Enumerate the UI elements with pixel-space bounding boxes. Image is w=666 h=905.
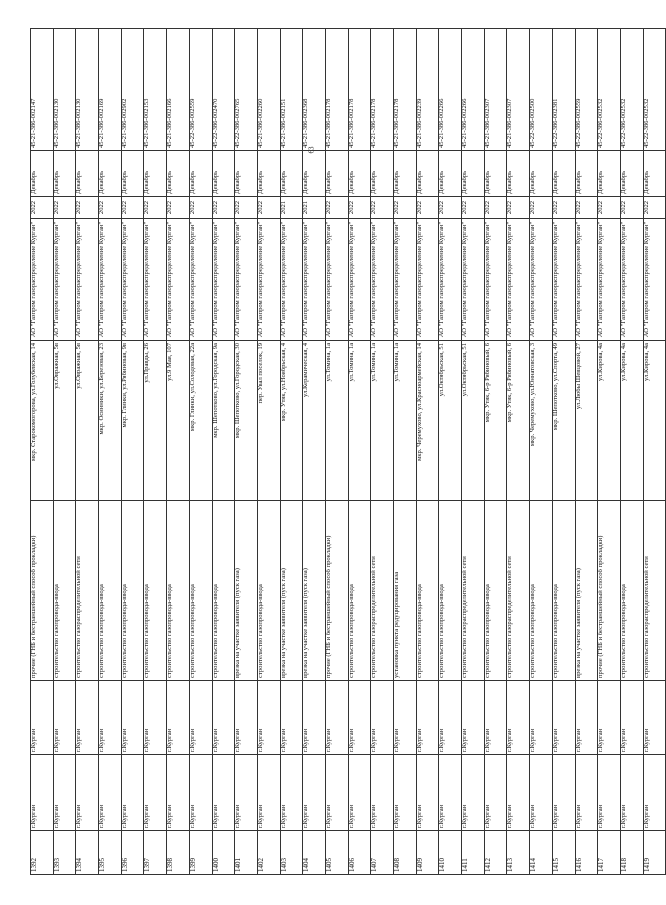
table-row xyxy=(552,29,575,875)
address-cell: мкр. Утяк, ул.Ноябрьская, 4 xyxy=(280,341,303,501)
table-row xyxy=(31,29,54,875)
owner-cell: АО "Газпром газораспределение Курган" xyxy=(257,219,280,341)
table-row xyxy=(303,29,326,875)
row-number-cell: 1392 xyxy=(31,831,54,875)
work-type-cell: врезка на участке заявителя (пуск газа) xyxy=(575,501,598,681)
table-row xyxy=(212,29,235,875)
locality-cell: г.Курган xyxy=(121,681,144,755)
table-row xyxy=(121,29,144,875)
request-code-cell: 45-21-386-002368 xyxy=(303,29,326,151)
request-code-cell: 45-21-386-002307 xyxy=(484,29,507,151)
month-cell: Декабрь xyxy=(121,151,144,197)
table-row xyxy=(235,29,258,875)
owner-cell: АО "Газпром газораспределение Курган" xyxy=(121,219,144,341)
request-code-cell: 45-22-386-002381 xyxy=(552,29,575,151)
locality-cell: г.Курган xyxy=(212,681,235,755)
row-number-cell: 1405 xyxy=(325,831,348,875)
table-row xyxy=(371,29,394,875)
address-cell: мкр. Шепотково, ул.Городская, 30 xyxy=(235,341,258,501)
locality-cell: г.Курган xyxy=(303,681,326,755)
owner-cell: АО "Газпром газораспределение Курган" xyxy=(212,219,235,341)
locality-cell: г.Курган xyxy=(643,681,666,755)
month-cell: Декабрь xyxy=(530,151,553,197)
work-type-cell: строительство газораспределительной сети xyxy=(462,501,485,681)
year-cell: 2021 xyxy=(303,197,326,219)
table-row xyxy=(99,29,122,875)
row-number-cell: 1404 xyxy=(303,831,326,875)
work-type-cell: строительство газопровода-ввода xyxy=(416,501,439,681)
municipality-cell: г.Курган xyxy=(99,755,122,831)
municipality-cell: г.Курган xyxy=(371,755,394,831)
row-number-cell: 1406 xyxy=(348,831,371,875)
month-cell: Декабрь xyxy=(303,151,326,197)
work-type-cell: врезка на участке заявителя (пуск газа) xyxy=(235,501,258,681)
request-code-cell: 45-22-386-002532 xyxy=(643,29,666,151)
month-cell: Декабрь xyxy=(416,151,439,197)
year-cell: 2022 xyxy=(212,197,235,219)
year-cell: 2022 xyxy=(99,197,122,219)
year-cell: 2022 xyxy=(76,197,99,219)
address-cell: мкр. Черемухово, ул.Юннатовская, 3 xyxy=(530,341,553,501)
row-number-cell: 1417 xyxy=(598,831,621,875)
owner-cell: АО "Газпром газораспределение Курган" xyxy=(575,219,598,341)
month-cell: Декабрь xyxy=(552,151,575,197)
owner-cell: АО "Газпром газораспределение Курган" xyxy=(484,219,507,341)
address-cell: ул.Овражная, 5в xyxy=(76,341,99,501)
year-cell: 2022 xyxy=(620,197,643,219)
address-cell: мкр. Старокомогорова, ул.Голубевская, 14 xyxy=(31,341,54,501)
owner-cell: АО "Газпром газораспределение Курган" xyxy=(348,219,371,341)
owner-cell: АО "Газпром газораспределение Курган" xyxy=(280,219,303,341)
municipality-cell: г.Курган xyxy=(212,755,235,831)
request-code-cell: 45-21-386-002153 xyxy=(144,29,167,151)
month-cell: Декабрь xyxy=(484,151,507,197)
request-code-cell: 45-21-386-002266 xyxy=(462,29,485,151)
locality-cell: г.Курган xyxy=(371,681,394,755)
work-type-cell: строительство газораспределительной сети xyxy=(371,501,394,681)
row-number-cell: 1415 xyxy=(552,831,575,875)
request-code-cell: 45-21-386-002147 xyxy=(31,29,54,151)
table-row xyxy=(76,29,99,875)
table-row xyxy=(167,29,190,875)
year-cell: 2022 xyxy=(189,197,212,219)
municipality-cell: г.Курган xyxy=(394,755,417,831)
municipality-cell: г.Курган xyxy=(575,755,598,831)
work-type-cell: строительство газораспределительной сети xyxy=(507,501,530,681)
request-code-cell: 45-21-386-002902 xyxy=(121,29,144,151)
request-code-cell: 45-21-386-002130 xyxy=(76,29,99,151)
locality-cell: г.Курган xyxy=(235,681,258,755)
page-number: 63 xyxy=(307,146,316,154)
owner-cell: АО "Газпром газораспределение Курган" xyxy=(325,219,348,341)
table-row xyxy=(257,29,280,875)
work-type-cell: строительство газопровода-ввода xyxy=(212,501,235,681)
request-code-cell: 45-21-386-002169 xyxy=(99,29,122,151)
month-cell: Декабрь xyxy=(212,151,235,197)
municipality-cell: г.Курган xyxy=(643,755,666,831)
row-number-cell: 1397 xyxy=(144,831,167,875)
row-number-cell: 1398 xyxy=(167,831,190,875)
year-cell: 2022 xyxy=(530,197,553,219)
request-code-cell: 45-21-386-002178 xyxy=(371,29,394,151)
address-cell: мкр. Шепотково, ул.Городская, 9а xyxy=(212,341,235,501)
locality-cell: г.Курган xyxy=(189,681,212,755)
owner-cell: АО "Газпром газораспределение Курган" xyxy=(507,219,530,341)
row-number-cell: 1418 xyxy=(620,831,643,875)
owner-cell: АО "Газпром газораспределение Курган" xyxy=(53,219,76,341)
work-type-cell: прочие (ГНБ и бестраншейный способ прокладки) xyxy=(598,501,621,681)
month-cell: Декабрь xyxy=(371,151,394,197)
owner-cell: АО "Газпром газораспределение Курган" xyxy=(167,219,190,341)
owner-cell: АО "Газпром газораспределение Курган" xyxy=(643,219,666,341)
request-code-cell: 45-21-386-002307 xyxy=(507,29,530,151)
year-cell: 2022 xyxy=(257,197,280,219)
row-number-cell: 1416 xyxy=(575,831,598,875)
month-cell: Декабрь xyxy=(31,151,54,197)
month-cell: Декабрь xyxy=(235,151,258,197)
gas-works-table xyxy=(30,28,666,875)
work-type-cell: строительство газопровода-ввода xyxy=(484,501,507,681)
owner-cell: АО "Газпром газораспределение Курган" xyxy=(371,219,394,341)
month-cell: Декабрь xyxy=(257,151,280,197)
address-cell: мкр. Осинники, ул.Березовая, 23 xyxy=(99,341,122,501)
work-type-cell: строительство газопровода-ввода xyxy=(257,501,280,681)
table-row xyxy=(484,29,507,875)
owner-cell: АО "Газпром газораспределение Курган" xyxy=(462,219,485,341)
table-body xyxy=(31,29,666,875)
rotated-table-container xyxy=(30,28,666,875)
work-type-cell: строительство газопровода-ввода xyxy=(439,501,462,681)
work-type-cell: строительство газораспределительной сети xyxy=(76,501,99,681)
work-type-cell: строительство газопровода-ввода xyxy=(348,501,371,681)
row-number-cell: 1419 xyxy=(643,831,666,875)
month-cell: Декабрь xyxy=(280,151,303,197)
locality-cell: г.Курган xyxy=(507,681,530,755)
month-cell: Декабрь xyxy=(462,151,485,197)
address-cell: мкр. Глинки, ул.Рябиновая, 9в xyxy=(121,341,144,501)
work-type-cell: строительство газопровода-ввода xyxy=(620,501,643,681)
municipality-cell: г.Курган xyxy=(235,755,258,831)
month-cell: Декабрь xyxy=(53,151,76,197)
row-number-cell: 1411 xyxy=(462,831,485,875)
address-cell: ул.Правды, 26 xyxy=(144,341,167,501)
request-code-cell: 45-21-386-002178 xyxy=(394,29,417,151)
locality-cell: г.Курган xyxy=(31,681,54,755)
request-code-cell: 45-21-386-002178 xyxy=(325,29,348,151)
request-code-cell: 45-22-386-002559 xyxy=(575,29,598,151)
row-number-cell: 1393 xyxy=(53,831,76,875)
row-number-cell: 1408 xyxy=(394,831,417,875)
locality-cell: г.Курган xyxy=(484,681,507,755)
table-row xyxy=(325,29,348,875)
row-number-cell: 1407 xyxy=(371,831,394,875)
municipality-cell: г.Курган xyxy=(348,755,371,831)
address-cell: ул.Томина, 1а xyxy=(394,341,417,501)
row-number-cell: 1412 xyxy=(484,831,507,875)
table-row xyxy=(394,29,417,875)
owner-cell: АО "Газпром газораспределение Курган" xyxy=(439,219,462,341)
municipality-cell: г.Курган xyxy=(76,755,99,831)
work-type-cell: строительство газопровода-ввода xyxy=(99,501,122,681)
table-row xyxy=(575,29,598,875)
owner-cell: АО "Газпром газораспределение Курган" xyxy=(189,219,212,341)
address-cell: ул.Томина, 1а xyxy=(348,341,371,501)
year-cell: 2022 xyxy=(394,197,417,219)
address-cell: ул.Керамическая, 4 xyxy=(303,341,326,501)
address-cell: ул.9 Мая, 107 xyxy=(167,341,190,501)
address-cell: мкр. Утяк, 6-р Рябиновый, 6 xyxy=(507,341,530,501)
address-cell: ул.Томина, 1а xyxy=(371,341,394,501)
year-cell: 2022 xyxy=(325,197,348,219)
owner-cell: АО "Газпром газораспределение Курган" xyxy=(144,219,167,341)
year-cell: 2022 xyxy=(439,197,462,219)
work-type-cell: строительство газораспределительной сети xyxy=(643,501,666,681)
year-cell: 2022 xyxy=(552,197,575,219)
work-type-cell: строительство газопровода-ввода xyxy=(189,501,212,681)
request-code-cell: 45-21-386-002260 xyxy=(257,29,280,151)
row-number-cell: 1403 xyxy=(280,831,303,875)
request-code-cell: 45-22-386-002765 xyxy=(235,29,258,151)
locality-cell: г.Курган xyxy=(280,681,303,755)
owner-cell: АО "Газпром газораспределение Курган" xyxy=(552,219,575,341)
year-cell: 2022 xyxy=(53,197,76,219)
address-cell: ул.Кирова, 4а xyxy=(598,341,621,501)
table-row xyxy=(643,29,666,875)
address-cell: ул.Томина, 1а xyxy=(325,341,348,501)
municipality-cell: г.Курган xyxy=(303,755,326,831)
row-number-cell: 1400 xyxy=(212,831,235,875)
month-cell: Декабрь xyxy=(643,151,666,197)
locality-cell: г.Курган xyxy=(620,681,643,755)
address-cell: ул.Овражная, 5в xyxy=(53,341,76,501)
month-cell: Декабрь xyxy=(394,151,417,197)
year-cell: 2022 xyxy=(598,197,621,219)
year-cell: 2022 xyxy=(416,197,439,219)
year-cell: 2022 xyxy=(348,197,371,219)
year-cell: 2022 xyxy=(484,197,507,219)
locality-cell: г.Курган xyxy=(598,681,621,755)
table-row xyxy=(144,29,167,875)
address-cell: мкр. Утяк, 6-р Рябиновый, 6 xyxy=(484,341,507,501)
municipality-cell: г.Курган xyxy=(552,755,575,831)
address-cell: ул.Кирова, 4а xyxy=(620,341,643,501)
municipality-cell: г.Курган xyxy=(121,755,144,831)
year-cell: 2022 xyxy=(167,197,190,219)
month-cell: Декабрь xyxy=(167,151,190,197)
work-type-cell: врезка на участке заявителя (пуск газа) xyxy=(303,501,326,681)
locality-cell: г.Курган xyxy=(416,681,439,755)
municipality-cell: г.Курган xyxy=(325,755,348,831)
owner-cell: АО "Газпром газораспределение Курган" xyxy=(394,219,417,341)
row-number-cell: 1402 xyxy=(257,831,280,875)
address-cell: мкр. Черемухово, ул.Красноармейская, 14 xyxy=(416,341,439,501)
owner-cell: АО "Газпром газораспределение Курган" xyxy=(31,219,54,341)
owner-cell: АО "Газпром газораспределение Курган" xyxy=(530,219,553,341)
work-type-cell: строительство газопровода-ввода xyxy=(530,501,553,681)
address-cell: ул.Кирова, 4а xyxy=(643,341,666,501)
table-row xyxy=(348,29,371,875)
year-cell: 2022 xyxy=(31,197,54,219)
row-number-cell: 1413 xyxy=(507,831,530,875)
locality-cell: г.Курган xyxy=(394,681,417,755)
table-row xyxy=(620,29,643,875)
locality-cell: г.Курган xyxy=(257,681,280,755)
request-code-cell: 45-21-386-002239 xyxy=(416,29,439,151)
work-type-cell: врезка на участке заявителя (пуск газа) xyxy=(280,501,303,681)
locality-cell: г.Курган xyxy=(462,681,485,755)
locality-cell: г.Курган xyxy=(167,681,190,755)
month-cell: Декабрь xyxy=(325,151,348,197)
owner-cell: АО "Газпром газораспределение Курган" xyxy=(598,219,621,341)
month-cell: Декабрь xyxy=(99,151,122,197)
municipality-cell: г.Курган xyxy=(530,755,553,831)
row-number-cell: 1395 xyxy=(99,831,122,875)
work-type-cell: прочие (ГНБ и бестраншейный способ прокладки) xyxy=(31,501,54,681)
row-number-cell: 1401 xyxy=(235,831,258,875)
address-cell: ул.Октябрьская, 51 xyxy=(439,341,462,501)
municipality-cell: г.Курган xyxy=(53,755,76,831)
month-cell: Декабрь xyxy=(620,151,643,197)
municipality-cell: г.Курган xyxy=(280,755,303,831)
address-cell: мкр. Глинки, ул.Солодовая, 22а xyxy=(189,341,212,501)
address-cell: ул.Октябрьская, 51 xyxy=(462,341,485,501)
municipality-cell: г.Курган xyxy=(439,755,462,831)
municipality-cell: г.Курган xyxy=(257,755,280,831)
row-number-cell: 1394 xyxy=(76,831,99,875)
municipality-cell: г.Курган xyxy=(31,755,54,831)
table-row xyxy=(598,29,621,875)
municipality-cell: г.Курган xyxy=(484,755,507,831)
row-number-cell: 1399 xyxy=(189,831,212,875)
request-code-cell: 45-21-386-002166 xyxy=(167,29,190,151)
owner-cell: АО "Газпром газораспределение Курган" xyxy=(99,219,122,341)
row-number-cell: 1414 xyxy=(530,831,553,875)
row-number-cell: 1410 xyxy=(439,831,462,875)
year-cell: 2022 xyxy=(643,197,666,219)
municipality-cell: г.Курган xyxy=(462,755,485,831)
locality-cell: г.Курган xyxy=(552,681,575,755)
owner-cell: АО "Газпром газораспределение Курган" xyxy=(76,219,99,341)
month-cell: Декабрь xyxy=(507,151,530,197)
year-cell: 2022 xyxy=(235,197,258,219)
work-type-cell: строительство газопровода-ввода xyxy=(167,501,190,681)
table-row xyxy=(189,29,212,875)
request-code-cell: 45-22-386-002532 xyxy=(620,29,643,151)
municipality-cell: г.Курган xyxy=(416,755,439,831)
municipality-cell: г.Курган xyxy=(620,755,643,831)
request-code-cell: 45-22-386-002559 xyxy=(189,29,212,151)
locality-cell: г.Курган xyxy=(530,681,553,755)
request-code-cell: 45-22-386-002532 xyxy=(598,29,621,151)
month-cell: Декабрь xyxy=(575,151,598,197)
table-row xyxy=(439,29,462,875)
row-number-cell: 1409 xyxy=(416,831,439,875)
year-cell: 2022 xyxy=(507,197,530,219)
municipality-cell: г.Курган xyxy=(598,755,621,831)
row-number-cell: 1396 xyxy=(121,831,144,875)
work-type-cell: установка пункта редуцирования газа xyxy=(394,501,417,681)
year-cell: 2022 xyxy=(371,197,394,219)
municipality-cell: г.Курган xyxy=(189,755,212,831)
year-cell: 2022 xyxy=(575,197,598,219)
month-cell: Декабрь xyxy=(76,151,99,197)
request-code-cell: 45-22-386-002500 xyxy=(530,29,553,151)
request-code-cell: 45-21-386-002266 xyxy=(439,29,462,151)
table-row xyxy=(507,29,530,875)
locality-cell: г.Курган xyxy=(325,681,348,755)
locality-cell: г.Курган xyxy=(439,681,462,755)
municipality-cell: г.Курган xyxy=(507,755,530,831)
locality-cell: г.Курган xyxy=(76,681,99,755)
owner-cell: АО "Газпром газораспределение Курган" xyxy=(620,219,643,341)
owner-cell: АО "Газпром газораспределение Курган" xyxy=(416,219,439,341)
municipality-cell: г.Курган xyxy=(167,755,190,831)
work-type-cell: строительство газопровода-ввода xyxy=(144,501,167,681)
municipality-cell: г.Курган xyxy=(144,755,167,831)
month-cell: Декабрь xyxy=(348,151,371,197)
work-type-cell: прочие (ГНБ и бестраншейный способ прокладки) xyxy=(325,501,348,681)
table-row xyxy=(416,29,439,875)
address-cell: ул.Любы Шевцовой, 27 xyxy=(575,341,598,501)
table-row xyxy=(280,29,303,875)
year-cell: 2021 xyxy=(280,197,303,219)
locality-cell: г.Курган xyxy=(575,681,598,755)
work-type-cell: строительство газопровода-ввода xyxy=(552,501,575,681)
month-cell: Декабрь xyxy=(144,151,167,197)
table-row xyxy=(530,29,553,875)
locality-cell: г.Курган xyxy=(348,681,371,755)
address-cell: пер. Увал поселок, 19 xyxy=(257,341,280,501)
year-cell: 2022 xyxy=(462,197,485,219)
request-code-cell: 45-21-386-002130 xyxy=(53,29,76,151)
locality-cell: г.Курган xyxy=(53,681,76,755)
request-code-cell: 45-22-386-002470 xyxy=(212,29,235,151)
month-cell: Декабрь xyxy=(439,151,462,197)
address-cell: мкр. Шепотково, ул.Спорта, 49 xyxy=(552,341,575,501)
owner-cell: АО "Газпром газораспределение Курган" xyxy=(235,219,258,341)
request-code-cell: 45-21-386-002178 xyxy=(348,29,371,151)
month-cell: Декабрь xyxy=(598,151,621,197)
request-code-cell: 45-21-386-002151 xyxy=(280,29,303,151)
table-row xyxy=(462,29,485,875)
owner-cell: АО "Газпром газораспределение Курган" xyxy=(303,219,326,341)
work-type-cell: строительство газопровода-ввода xyxy=(53,501,76,681)
year-cell: 2022 xyxy=(121,197,144,219)
work-type-cell: строительство газопровода-ввода xyxy=(121,501,144,681)
year-cell: 2022 xyxy=(144,197,167,219)
table-row xyxy=(53,29,76,875)
month-cell: Декабрь xyxy=(189,151,212,197)
locality-cell: г.Курган xyxy=(99,681,122,755)
locality-cell: г.Курган xyxy=(144,681,167,755)
